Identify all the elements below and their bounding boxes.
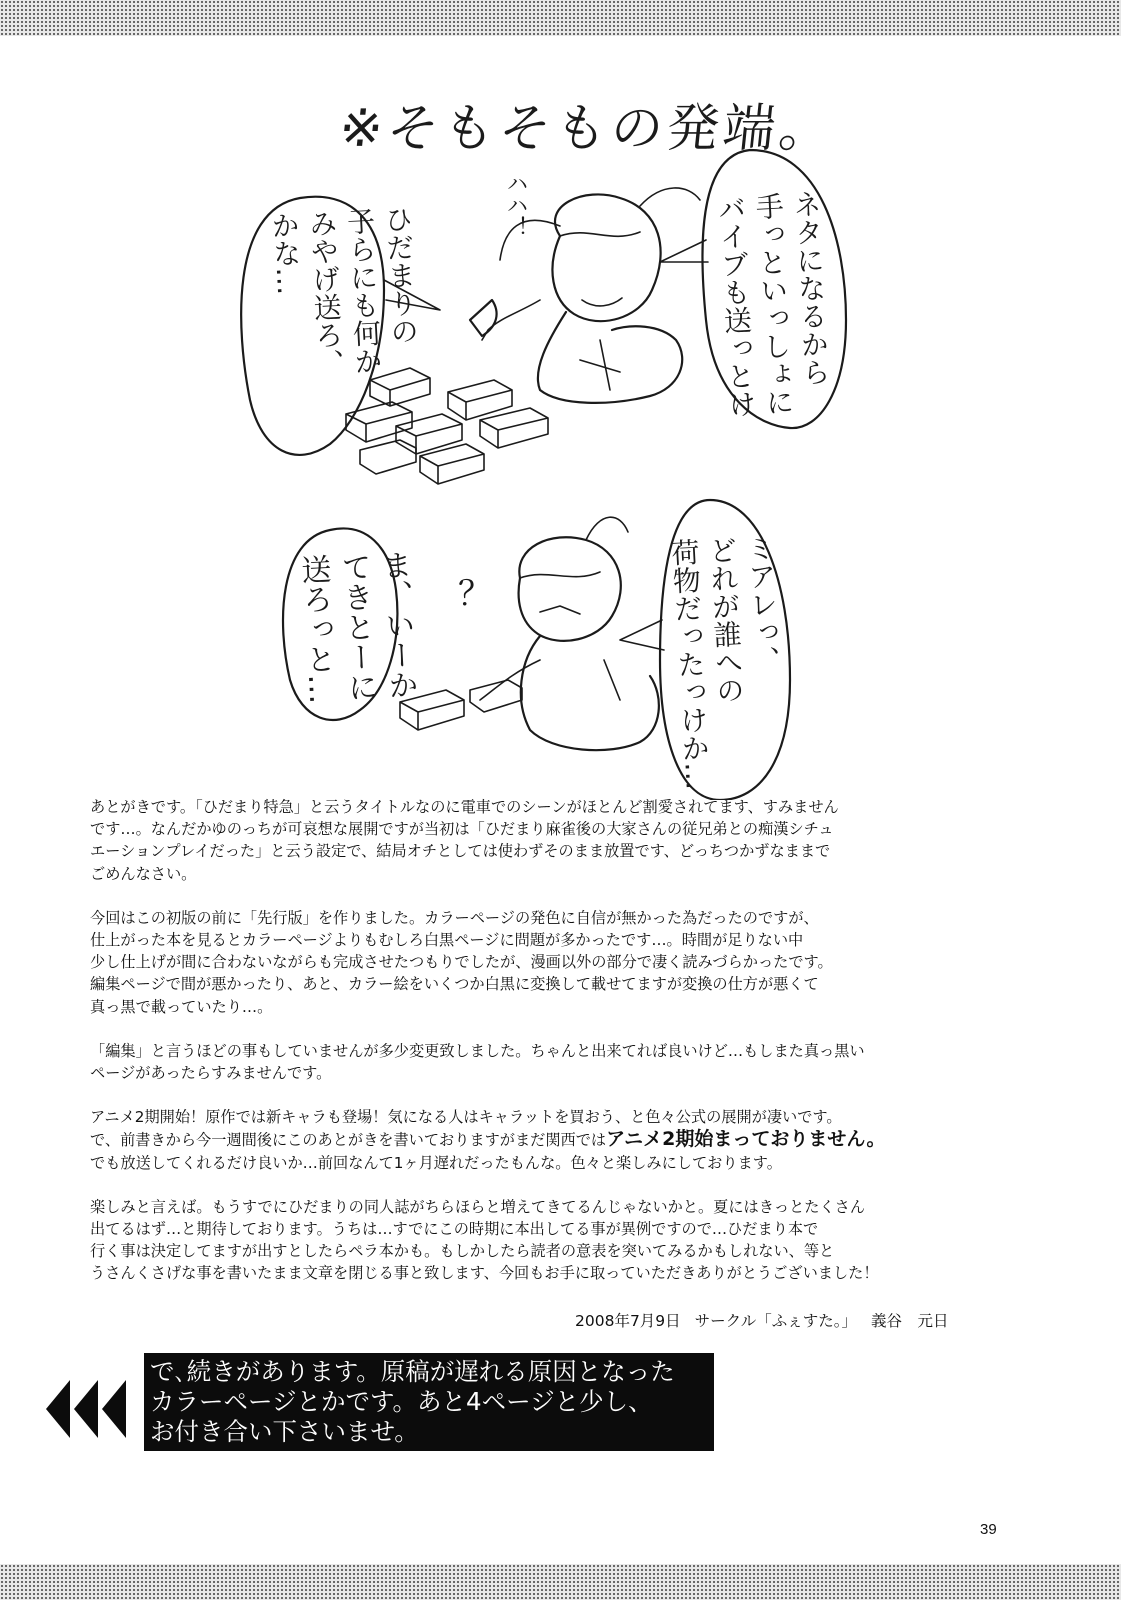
afterword-p4-emphasis: アニメ2期始まっておりません。 [606, 1128, 886, 1151]
afterword-p4-line3: でも放送してくれるだけ良いか…前回なんて1ヶ月遅れだったもんな。色々と楽しみにしております。 [90, 1153, 782, 1172]
afterword-paragraph-2: 今回はこの初版の前に「先行版」を作りました。カラーページの発色に自信が無かった為だったのですが、 仕上がった本を見るとカラーページよりもむしろ白黒ページに問題が多かったです…。時間が足りない中 少し仕上げが間に合わないながらも完成させたつもりでしたが、漫画以外の部分で凄く読みづらかったです。 編集ページで間が悪かったり、あと、カラー絵をいくつか白黒に変換して載せてますが変換の仕方が悪くて 真っ黒で載っていたり…。 [90, 908, 833, 1016]
afterword-body [90, 796, 1020, 1307]
afterword-paragraph-3: 「編集」と言うほどの事もしていませんが多少変更致しました。ちゃんと出来てれば良いけど…もしまた真っ黒い ページがあったらすみませんです。 [90, 1041, 865, 1083]
bottom-dot-band [0, 1564, 1121, 1600]
continuation-notice: で､続きがあります。原稿が遅れる原因となった カラーページとかです。あと4ページと少し、 お付き合い下さいませ。 [144, 1353, 714, 1451]
speech-tail-right-1 [660, 240, 708, 262]
page-number: 39 [980, 1521, 997, 1538]
signature-circle: サークル「ふぇすた。」 [694, 1312, 857, 1330]
bubble-text-right-2: ミアレっ、 どれが誰への 荷物だったっけか… [666, 533, 783, 791]
afterword-paragraph-1: あとがきです。「ひだまり特急」と云うタイトルなのに電車でのシーンがほとんど割愛されてます、すみません です…。なんだかゆのっちが可哀想な展開ですが当初は「ひだまり麻雀後の大家さんの従兄弟との痴漢シチュ エーションプレイだった」と云う設定で、結局オチとしては使わずそのまま放置です、どっちつかずなままで ごめんなさい。 [90, 798, 839, 883]
page-title: ※そもそもの発端。 [336, 99, 839, 159]
sfx-question: ？ [458, 574, 492, 614]
sfx-laugh: ハハ！ [503, 172, 528, 238]
signature-author: 義谷 元日 [870, 1312, 949, 1330]
signature-line [575, 1309, 962, 1331]
bubble-text-left-1: ひだまりの 子らにも何か みやげ送ろ、 かな… [266, 204, 421, 378]
speech-tail-right-2 [620, 620, 664, 650]
bubble-text-left-2: ま、いーか てきとーに 送ろっと… [294, 549, 419, 705]
afterword-p4-line1: アニメ2期開始！原作では新キャラも登場！気になる人はキャラットを買おう、と色々公式の展開が凄いです。 [90, 1108, 842, 1127]
bubble-text-right-1: ネタになるから 手っといっしょに バイブも送っとけ [713, 189, 833, 419]
afterword-paragraph-5: 楽しみと言えば。もうすでにひだまりの同人誌がちらほらと増えてきてるんじゃないかと。夏にはきっとたくさん 出てるはず…と期待しております。うちは…すでにこの時期に本出してる事が異例ですので…ひだまり本で 行く事は決定してますが出すとしたらペラ本かも。もしかしたら読者の意表を突いてみるかもしれない、等と うさんくさげな事を書いたまま文章を閉じる事と致します、今回もお手に取っていただきありがとうございました！ [90, 1197, 879, 1283]
afterword-p4-line2-prefix: で、前書きから今一週間後にこのあとがきを書いておりますがまだ関西では [90, 1131, 607, 1150]
triple-left-arrow-icon [44, 1376, 134, 1442]
afterword-paragraph-4 [90, 1106, 1020, 1174]
signature-date: 2008年7月9日 [575, 1312, 681, 1330]
